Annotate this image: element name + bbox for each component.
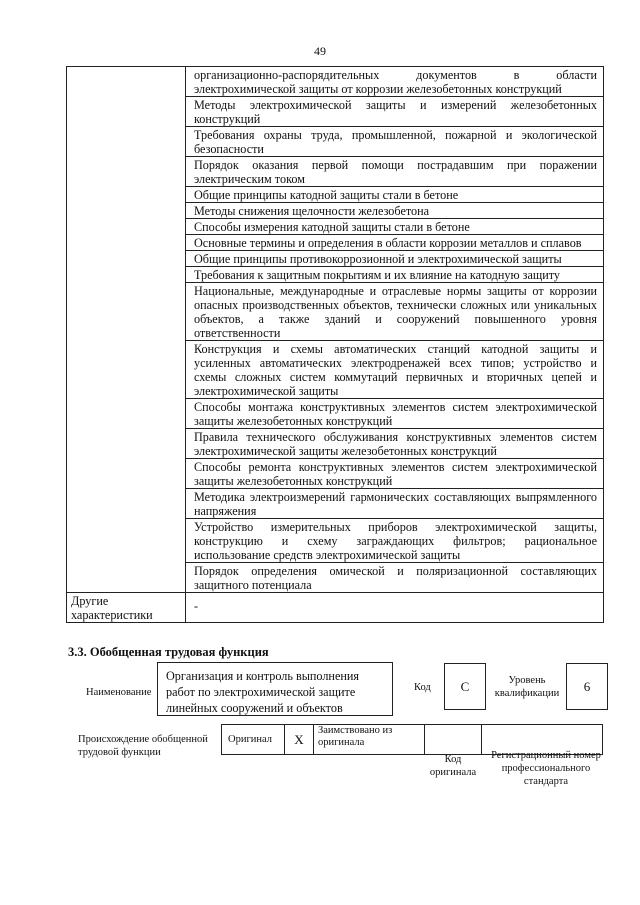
other-characteristics-label-cell (67, 593, 186, 623)
function-code-value: C (444, 663, 486, 710)
knowledge-list (186, 67, 604, 593)
borrowed-label: Заимствовано из оригинала (314, 725, 425, 755)
knowledge-item: Требования охраны труда, промышленной, пожарной и экологической безопасности (186, 126, 603, 156)
knowledge-item: Способы измерения катодной защиты стали в бетоне (186, 218, 603, 234)
knowledge-item: Способы ремонта конструктивных элементов систем электрохимической защиты железобетонных конструкций (186, 458, 603, 488)
function-name-value: Организация и контроль выполнения работ по электрохимической защите линейных сооружений и объектов (157, 662, 393, 716)
other-characteristics-value-cell (186, 593, 604, 623)
other-characteristics-label: Другие характеристики (71, 594, 153, 622)
original-mark: X (285, 725, 314, 755)
knowledge-label-cell (67, 67, 186, 593)
knowledge-item: Способы монтажа конструктивных элементов систем электрохимической защиты железобетонных конструкций (186, 398, 603, 428)
function-code-label: Код (414, 682, 431, 693)
knowledge-item: Правила технического обслуживания конструктивных элементов систем электрохимической защиты железобетонных конструкций (186, 428, 603, 458)
knowledge-item: Устройство измерительных приборов электрохимической защиты, конструкцию и схему заграждающих фильтров; рациональное использование средств электрохимической защиты (186, 518, 603, 562)
qualification-level-label: Уровень квалификации (494, 675, 560, 699)
other-characteristics-row (67, 593, 604, 623)
knowledge-item: Общие принципы противокоррозионной и электрохимической защиты (186, 250, 603, 266)
original-code-caption: Код оригинала (429, 754, 477, 778)
function-name-label: Наименование (86, 687, 152, 698)
qualification-level-value: 6 (566, 663, 608, 710)
knowledge-item: Основные термины и определения в области коррозии металлов и сплавов (186, 234, 603, 250)
knowledge-item: Конструкция и схемы автоматических станций катодной защиты и усиленных автоматических электродренажей всех типов; устройство и схемы сложных систем коммутаций первичных и вторичных цепей и электрохимической защиты (186, 340, 603, 398)
knowledge-item: организационно-распорядительных документов в области электрохимической защиты от коррозии железобетонных конструкций (194, 68, 597, 96)
knowledge-item: Методы электрохимической защиты и измерений железобетонных конструкций (186, 96, 603, 126)
knowledge-item: Методика электроизмерений гармонических составляющих выпрямленного напряжения (186, 488, 603, 518)
registration-number-caption: Регистрационный номер профессионального стандарта (491, 750, 601, 787)
knowledge-item: Требования к защитным покрытиям и их влияние на катодную защиту (186, 266, 603, 282)
original-label: Оригинал (222, 725, 285, 755)
original-code-cell (425, 725, 482, 755)
page-number: 49 (314, 44, 326, 58)
knowledge-item: Методы снижения щелочности железобетона (186, 202, 603, 218)
knowledge-item: Порядок оказания первой помощи пострадавшим при поражении электрическим током (186, 156, 603, 186)
knowledge-item: Общие принципы катодной защиты стали в бетоне (186, 186, 603, 202)
requirements-table (66, 66, 604, 623)
knowledge-row (67, 67, 604, 593)
other-characteristics-value: - (194, 599, 199, 613)
origin-label: Происхождение обобщенной трудовой функции (78, 734, 208, 758)
knowledge-item: Национальные, международные и отраслевые нормы защиты от коррозии опасных производственных объектов, технически сложных или уникальных объектов, а также зданий и сооружений повышенного уровня ответственности (186, 282, 603, 340)
knowledge-item: Порядок определения омической и поляризационной составляющих защитного потенциала (186, 562, 603, 592)
section-title: 3.3. Обобщенная трудовая функция (68, 645, 269, 659)
